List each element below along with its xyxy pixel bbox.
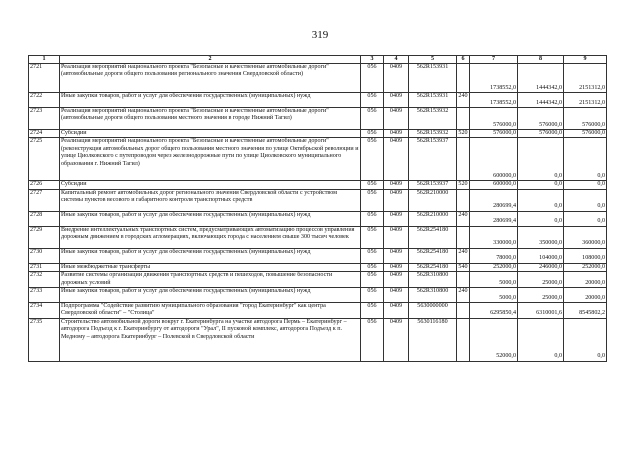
row-number: 2725 <box>29 138 60 181</box>
table-row <box>29 189 607 211</box>
row-name: Реализация мероприятий национального проекта "Безопасные и качественные автомобильные дороги" (автомобильные дороги общего пользования местного значения в городе Нижний Тагил) <box>60 108 361 130</box>
column-header: 5 <box>409 56 457 64</box>
row-amount-2: 0,0 <box>518 318 564 361</box>
row-target-code: 562R153937 <box>409 181 457 189</box>
row-section-code: 0409 <box>384 93 409 108</box>
row-amount-2: 25000,0 <box>518 288 564 303</box>
row-target-code: 562R153932 <box>409 108 457 130</box>
row-amount-1: 330000,0 <box>470 226 518 248</box>
row-expense-type <box>457 108 470 130</box>
row-target-code: 5630000000 <box>409 303 457 319</box>
row-ministry-code: 056 <box>361 130 384 138</box>
page-number: 319 <box>311 29 329 41</box>
row-ministry-code: 056 <box>361 211 384 226</box>
row-expense-type <box>457 272 470 288</box>
row-ministry-code: 056 <box>361 288 384 303</box>
row-expense-type: 520 <box>458 130 468 136</box>
row-name: Реализация мероприятий национального проекта "Безопасные и качественные автомобильные дороги" (автомобильные дороги общего пользования регионального значения Свердловской области) <box>60 64 361 93</box>
row-amount-2: 25000,0 <box>518 272 564 288</box>
row-name: Иные закупки товаров, работ и услуг для обеспечения государственных (муниципальных) нужд <box>60 248 361 263</box>
row-target-code: 562R153932 <box>409 130 457 138</box>
row-target-code: 562R210000 <box>409 211 457 226</box>
row-section-code: 0409 <box>384 130 409 138</box>
row-amount-1: 280699,4 <box>470 189 518 211</box>
row-section-code: 0409 <box>384 272 409 288</box>
table-row <box>29 130 607 138</box>
row-name: Подпрограмма "Содействие развитию муниципального образования "город Екатеринбург" как центра Свердловской области" – "Столица" <box>60 303 361 319</box>
row-target-code: 562R310800 <box>409 288 457 303</box>
row-amount-1: 5000,0 <box>470 288 518 303</box>
row-section-code: 0409 <box>384 189 409 211</box>
table-row <box>29 248 607 263</box>
row-number: 2731 <box>29 263 60 271</box>
column-header: 8 <box>518 56 564 64</box>
row-name: Иные закупки товаров, работ и услуг для обеспечения государственных (муниципальных) нужд <box>60 93 361 108</box>
row-target-code: 562R153931 <box>409 64 457 93</box>
row-amount-3: 0,0 <box>564 189 607 211</box>
row-amount-3: 0,0 <box>564 138 607 181</box>
row-amount-3: 0,0 <box>564 181 607 189</box>
row-number: 2722 <box>29 93 60 108</box>
row-name: Реализация мероприятий национального проекта "Безопасные и качественные автомобильные дороги" (реконструкция автомобильных дорог общего пользования местного значения по улице Октябрьской революции и улице Циолковского с путепроводом через железнодорожные пути по улице Циолковского муниципального образования г. Нижний Тагил) <box>60 138 361 181</box>
row-expense-type: 240 <box>457 288 470 303</box>
row-section-code: 0409 <box>384 263 409 271</box>
row-expense-type <box>457 226 470 248</box>
row-amount-1: 600000,0 <box>470 138 518 181</box>
row-amount-2: 6310001,6 <box>518 303 564 319</box>
row-ministry-code: 056 <box>361 93 384 108</box>
row-amount-3: 252000,0 <box>564 263 607 271</box>
row-target-code: 562R210000 <box>409 189 457 211</box>
row-ministry-code: 056 <box>361 108 384 130</box>
row-target-code: 5630116180 <box>409 318 457 361</box>
table-row <box>29 181 607 189</box>
row-amount-2: 576000,0 <box>518 130 564 138</box>
row-amount-1: 78000,0 <box>470 248 518 263</box>
row-target-code: 562R153931 <box>409 93 457 108</box>
budget-table <box>28 55 607 362</box>
column-header: 2 <box>60 56 361 64</box>
row-ministry-code: 056 <box>361 181 384 189</box>
row-amount-1: 576000,0 <box>470 108 518 130</box>
row-name: Капитальный ремонт автомобильных дорог регионального значения Свердловской области с устройством системы пунктов весового и габаритного контроля транспортных средств <box>60 189 361 211</box>
row-amount-2: 0,0 <box>518 189 564 211</box>
row-name: Развитие системы организации движения транспортных средств и пешеходов, повышение безопасности дорожных условий <box>60 272 361 288</box>
row-amount-2: 0,0 <box>518 181 564 189</box>
row-amount-1: 1738552,0 <box>470 93 518 108</box>
table-row <box>29 263 607 271</box>
table-row <box>29 226 607 248</box>
table-row <box>29 64 607 93</box>
row-ministry-code: 056 <box>361 303 384 319</box>
row-amount-3: 8545802,2 <box>564 303 607 319</box>
row-amount-3: 0,0 <box>564 211 607 226</box>
row-target-code: 562R310800 <box>409 272 457 288</box>
row-target-code: 562R254180 <box>409 263 457 271</box>
row-number: 2730 <box>29 248 60 263</box>
row-target-code: 562R254180 <box>409 248 457 263</box>
row-amount-3: 108000,0 <box>564 248 607 263</box>
column-header: 3 <box>361 56 384 64</box>
row-expense-type <box>457 318 470 361</box>
row-ministry-code: 056 <box>361 272 384 288</box>
row-amount-2: 0,0 <box>518 138 564 181</box>
row-name: Субсидии <box>60 181 361 189</box>
row-name: Иные межбюджетные трансферты <box>60 263 361 271</box>
row-number: 2729 <box>29 226 60 248</box>
row-amount-3: 2151312,0 <box>564 64 607 93</box>
row-amount-2: 0,0 <box>518 211 564 226</box>
row-number: 2721 <box>29 64 60 93</box>
row-amount-3: 20000,0 <box>564 272 607 288</box>
row-ministry-code: 056 <box>361 248 384 263</box>
row-section-code: 0409 <box>384 108 409 130</box>
row-amount-1: 576000,0 <box>470 130 518 138</box>
table-row <box>29 211 607 226</box>
row-amount-2: 104000,0 <box>518 248 564 263</box>
row-number: 2723 <box>29 108 60 130</box>
row-expense-type: 240 <box>457 248 470 263</box>
table-row <box>29 108 607 130</box>
row-expense-type <box>457 189 470 211</box>
row-expense-type: 240 <box>457 211 470 226</box>
row-amount-2: 576000,0 <box>518 108 564 130</box>
row-section-code: 0409 <box>384 288 409 303</box>
row-amount-2: 246000,0 <box>518 263 564 271</box>
row-amount-1: 252000,0 <box>470 263 518 271</box>
row-number: 2727 <box>29 189 60 211</box>
row-ministry-code: 056 <box>361 138 384 181</box>
column-header: 7 <box>470 56 518 64</box>
row-expense-type: 540 <box>458 263 468 270</box>
row-amount-2: 350000,0 <box>518 226 564 248</box>
table-row <box>29 288 607 303</box>
row-amount-3: 20000,0 <box>564 288 607 303</box>
row-amount-2: 1444342,0 <box>518 64 564 93</box>
row-amount-3: 2151312,0 <box>564 93 607 108</box>
row-amount-3: 576000,0 <box>564 130 607 138</box>
row-amount-2: 1444342,0 <box>518 93 564 108</box>
column-header: 4 <box>384 56 409 64</box>
row-amount-1: 1738552,0 <box>470 64 518 93</box>
row-expense-type <box>457 303 470 319</box>
row-ministry-code: 056 <box>361 189 384 211</box>
row-number: 2726 <box>29 181 60 189</box>
row-name: Строительство автомобильной дороги вокруг г. Екатеринбурга на участке автодорога Пермь – Екатеринбург – автодорога Подъезд к г. Екатеринбургу от автодороги "Урал", II пусковой комплекс, автодорога Подъезд к п. Медному – автодорога Екатеринбург – Полевской в Свердловской области <box>60 318 361 361</box>
row-ministry-code: 056 <box>361 64 384 93</box>
column-header: 9 <box>564 56 607 64</box>
row-amount-1: 5000,0 <box>470 272 518 288</box>
row-amount-3: 576000,0 <box>564 108 607 130</box>
table-row <box>29 93 607 108</box>
row-section-code: 0409 <box>384 181 409 189</box>
table-row <box>29 303 607 319</box>
table-row <box>29 272 607 288</box>
column-header: 1 <box>29 56 60 64</box>
row-number: 2732 <box>29 272 60 288</box>
row-number: 2734 <box>29 303 60 319</box>
row-section-code: 0409 <box>384 318 409 361</box>
row-ministry-code: 056 <box>361 226 384 248</box>
row-amount-1: 52000,0 <box>470 318 518 361</box>
row-ministry-code: 056 <box>361 263 384 271</box>
row-section-code: 0409 <box>384 138 409 181</box>
row-expense-type: 240 <box>457 93 470 108</box>
table-header-row <box>29 56 607 64</box>
row-amount-1: 6295850,4 <box>470 303 518 319</box>
row-number: 2728 <box>29 211 60 226</box>
column-header: 6 <box>457 56 470 64</box>
row-name: Иные закупки товаров, работ и услуг для обеспечения государственных (муниципальных) нужд <box>60 288 361 303</box>
row-amount-3: 360000,0 <box>564 226 607 248</box>
row-section-code: 0409 <box>384 303 409 319</box>
row-number: 2735 <box>29 318 60 361</box>
row-section-code: 0409 <box>384 248 409 263</box>
table-row <box>29 318 607 361</box>
row-target-code: 562R254180 <box>409 226 457 248</box>
row-expense-type <box>457 64 470 93</box>
row-name: Субсидии <box>60 130 361 138</box>
table-row <box>29 138 607 181</box>
row-expense-type <box>457 138 470 181</box>
row-name: Внедрение интеллектуальных транспортных систем, предусматривающих автоматизацию процессов управления дорожным движением в городских агломерациях, включающих города с населением свыше 300 тысяч человек <box>60 226 361 248</box>
row-target-code: 562R153937 <box>409 138 457 181</box>
row-section-code: 0409 <box>384 211 409 226</box>
row-ministry-code: 056 <box>361 318 384 361</box>
row-section-code: 0409 <box>384 64 409 93</box>
row-amount-1: 280699,4 <box>470 211 518 226</box>
row-amount-1: 600000,0 <box>470 181 518 189</box>
row-name: Иные закупки товаров, работ и услуг для обеспечения государственных (муниципальных) нужд <box>60 211 361 226</box>
row-amount-3: 0,0 <box>564 318 607 361</box>
row-number: 2733 <box>29 288 60 303</box>
row-number: 2724 <box>29 130 60 138</box>
row-section-code: 0409 <box>384 226 409 248</box>
row-expense-type: 520 <box>458 181 468 188</box>
